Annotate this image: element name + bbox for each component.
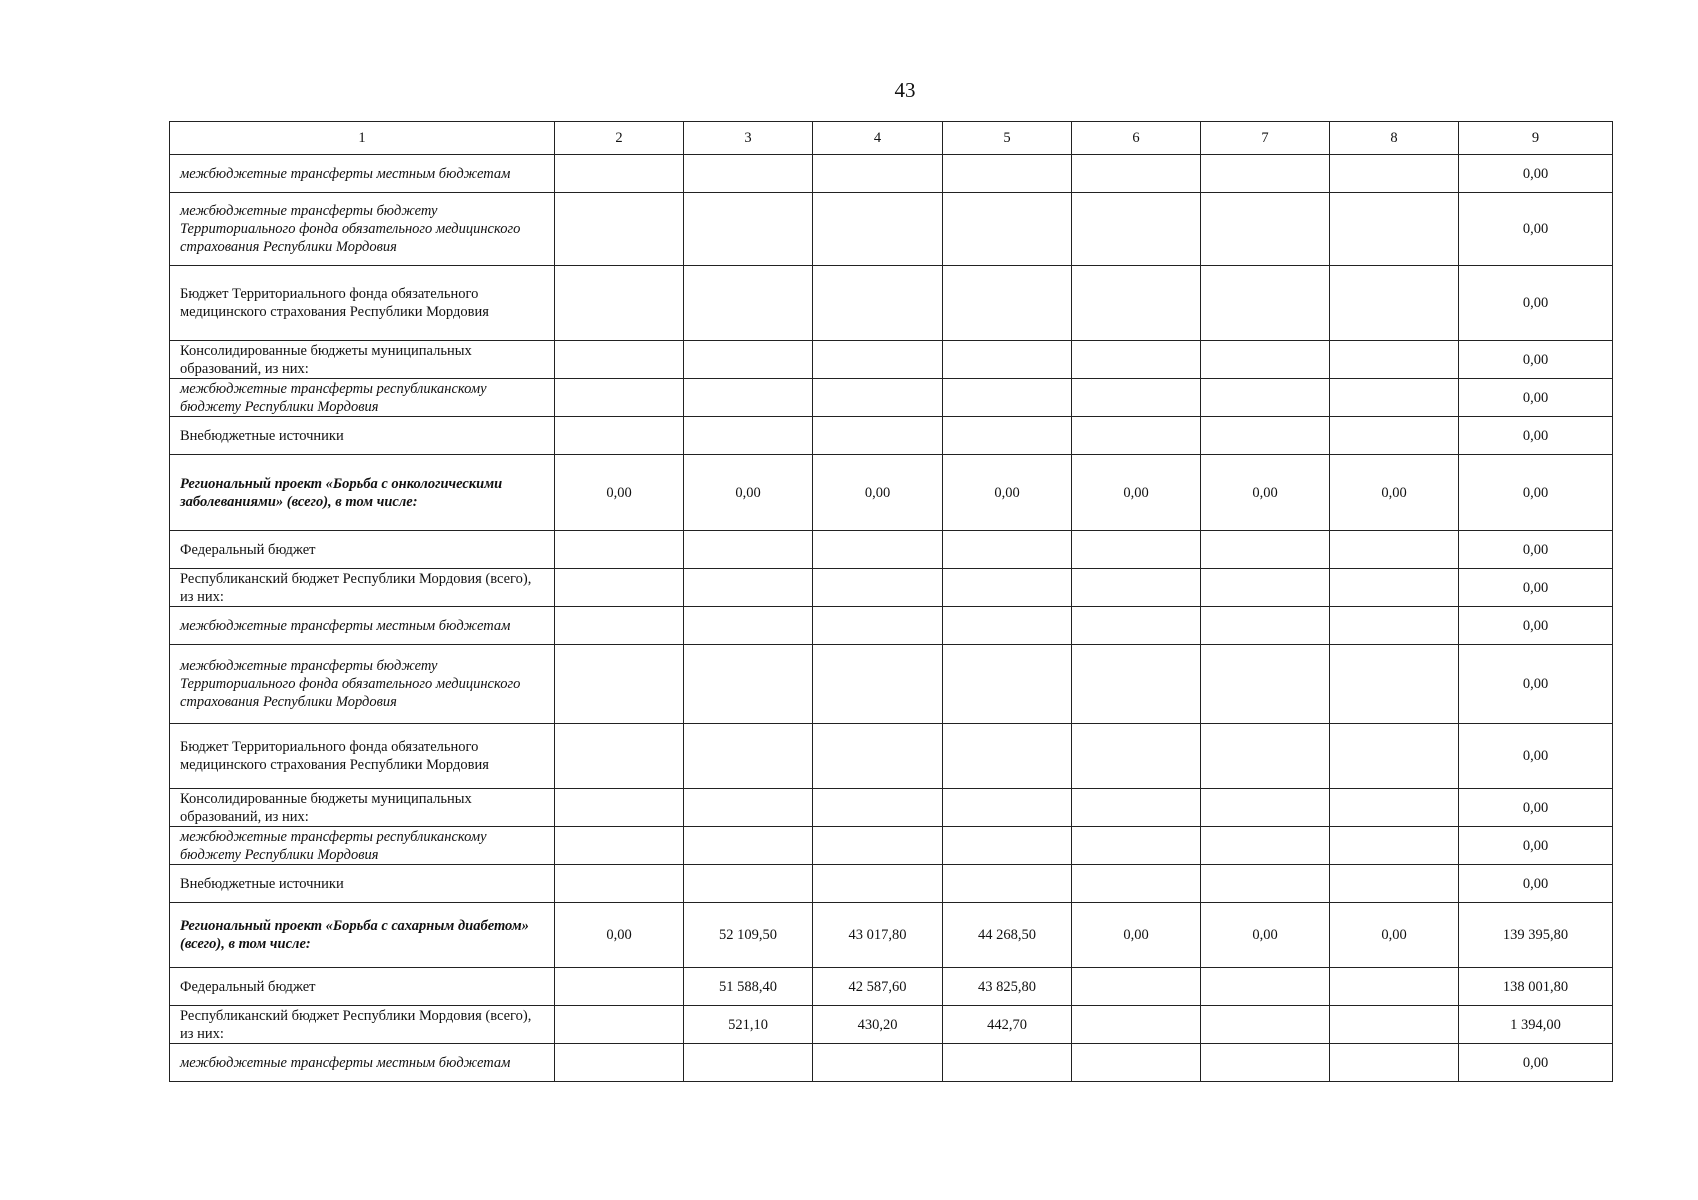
table-row <box>170 569 1613 607</box>
value-cell <box>813 569 943 607</box>
value-cell <box>1330 569 1459 607</box>
value-cell <box>684 865 813 903</box>
value-cell: 0,00 <box>555 903 684 968</box>
value-cell: 0,00 <box>1459 266 1613 341</box>
table-row <box>170 607 1613 645</box>
value-cell <box>1072 789 1201 827</box>
value-cell <box>684 724 813 789</box>
value-cell: 0,00 <box>1459 865 1613 903</box>
table-row <box>170 341 1613 379</box>
value-cell <box>943 417 1072 455</box>
table-row <box>170 266 1613 341</box>
value-cell <box>1201 865 1330 903</box>
row-label: Внебюджетные источники <box>170 417 555 455</box>
value-cell: 1 394,00 <box>1459 1006 1613 1044</box>
value-cell <box>555 379 684 417</box>
value-cell: 0,00 <box>1459 789 1613 827</box>
row-label: межбюджетные трансферты бюджету Территориального фонда обязательного медицинского страхования Республики Мордовия <box>170 645 555 724</box>
value-cell <box>1330 379 1459 417</box>
value-cell <box>684 155 813 193</box>
value-cell: 0,00 <box>1459 155 1613 193</box>
value-cell <box>813 865 943 903</box>
value-cell <box>943 827 1072 865</box>
value-cell: 139 395,80 <box>1459 903 1613 968</box>
value-cell <box>1072 569 1201 607</box>
value-cell: 0,00 <box>1330 455 1459 531</box>
value-cell <box>1201 155 1330 193</box>
value-cell <box>943 266 1072 341</box>
value-cell <box>1330 417 1459 455</box>
value-cell <box>1072 379 1201 417</box>
value-cell <box>1072 193 1201 266</box>
value-cell <box>555 266 684 341</box>
value-cell <box>813 724 943 789</box>
value-cell: 0,00 <box>1459 341 1613 379</box>
value-cell: 43 017,80 <box>813 903 943 968</box>
value-cell <box>1201 645 1330 724</box>
row-label: Внебюджетные источники <box>170 865 555 903</box>
value-cell: 0,00 <box>1072 455 1201 531</box>
column-header: 8 <box>1330 122 1459 155</box>
row-label: межбюджетные трансферты республиканскому бюджету Республики Мордовия <box>170 379 555 417</box>
table-row <box>170 417 1613 455</box>
value-cell <box>1330 1044 1459 1082</box>
value-cell <box>943 645 1072 724</box>
value-cell: 43 825,80 <box>943 968 1072 1006</box>
value-cell <box>1201 379 1330 417</box>
value-cell <box>813 827 943 865</box>
value-cell <box>1072 341 1201 379</box>
value-cell <box>1330 266 1459 341</box>
value-cell: 51 588,40 <box>684 968 813 1006</box>
value-cell <box>1201 341 1330 379</box>
value-cell <box>1330 341 1459 379</box>
value-cell <box>1201 724 1330 789</box>
value-cell <box>555 645 684 724</box>
column-header: 1 <box>170 122 555 155</box>
value-cell: 0,00 <box>684 455 813 531</box>
row-label: межбюджетные трансферты местным бюджетам <box>170 1044 555 1082</box>
value-cell <box>1330 865 1459 903</box>
value-cell: 0,00 <box>1330 903 1459 968</box>
value-cell <box>1072 155 1201 193</box>
value-cell <box>1072 1006 1201 1044</box>
row-label: Бюджет Территориального фонда обязательного медицинского страхования Республики Мордовия <box>170 724 555 789</box>
value-cell <box>1330 1006 1459 1044</box>
value-cell: 0,00 <box>1459 1044 1613 1082</box>
row-label: Республиканский бюджет Республики Мордовия (всего), из них: <box>170 1006 555 1044</box>
value-cell <box>555 417 684 455</box>
row-label: межбюджетные трансферты местным бюджетам <box>170 155 555 193</box>
value-cell: 0,00 <box>1459 379 1613 417</box>
column-header: 3 <box>684 122 813 155</box>
value-cell <box>1201 607 1330 645</box>
table-row <box>170 1006 1613 1044</box>
value-cell: 0,00 <box>1459 724 1613 789</box>
value-cell: 0,00 <box>1072 903 1201 968</box>
column-header: 4 <box>813 122 943 155</box>
value-cell <box>1072 968 1201 1006</box>
value-cell <box>1201 569 1330 607</box>
value-cell: 0,00 <box>1459 645 1613 724</box>
value-cell <box>1330 645 1459 724</box>
table-row <box>170 379 1613 417</box>
value-cell <box>943 1044 1072 1082</box>
value-cell <box>1072 1044 1201 1082</box>
value-cell <box>555 155 684 193</box>
value-cell <box>555 607 684 645</box>
value-cell <box>1330 193 1459 266</box>
table-row <box>170 531 1613 569</box>
value-cell <box>813 607 943 645</box>
value-cell <box>555 827 684 865</box>
column-header: 9 <box>1459 122 1613 155</box>
value-cell: 138 001,80 <box>1459 968 1613 1006</box>
value-cell <box>1201 1006 1330 1044</box>
value-cell <box>813 789 943 827</box>
value-cell: 44 268,50 <box>943 903 1072 968</box>
value-cell <box>1201 1044 1330 1082</box>
value-cell <box>555 531 684 569</box>
value-cell <box>813 266 943 341</box>
value-cell: 0,00 <box>1459 193 1613 266</box>
table-row <box>170 827 1613 865</box>
value-cell <box>943 155 1072 193</box>
value-cell: 0,00 <box>1459 607 1613 645</box>
value-cell <box>684 827 813 865</box>
value-cell <box>1072 607 1201 645</box>
value-cell: 430,20 <box>813 1006 943 1044</box>
row-label: Бюджет Территориального фонда обязательного медицинского страхования Республики Мордовия <box>170 266 555 341</box>
value-cell <box>813 341 943 379</box>
header-row <box>170 122 1613 155</box>
value-cell <box>555 193 684 266</box>
value-cell: 52 109,50 <box>684 903 813 968</box>
value-cell: 0,00 <box>555 455 684 531</box>
value-cell: 0,00 <box>1459 827 1613 865</box>
value-cell <box>1330 155 1459 193</box>
row-label: Региональный проект «Борьба с сахарным диабетом» (всего), в том числе: <box>170 903 555 968</box>
value-cell: 0,00 <box>1201 455 1330 531</box>
value-cell <box>555 724 684 789</box>
value-cell: 42 587,60 <box>813 968 943 1006</box>
value-cell <box>813 417 943 455</box>
value-cell <box>1330 531 1459 569</box>
value-cell <box>684 1044 813 1082</box>
value-cell <box>813 193 943 266</box>
value-cell <box>684 569 813 607</box>
value-cell: 0,00 <box>1201 903 1330 968</box>
value-cell <box>684 266 813 341</box>
value-cell <box>1330 789 1459 827</box>
row-label: межбюджетные трансферты республиканскому бюджету Республики Мордовия <box>170 827 555 865</box>
value-cell: 521,10 <box>684 1006 813 1044</box>
value-cell <box>943 789 1072 827</box>
value-cell <box>1072 417 1201 455</box>
table-row <box>170 789 1613 827</box>
value-cell <box>684 645 813 724</box>
row-label: Консолидированные бюджеты муниципальных образований, из них: <box>170 789 555 827</box>
column-header: 2 <box>555 122 684 155</box>
value-cell <box>943 865 1072 903</box>
value-cell <box>1330 724 1459 789</box>
table-row <box>170 1044 1613 1082</box>
value-cell <box>813 645 943 724</box>
value-cell <box>684 531 813 569</box>
value-cell <box>1201 827 1330 865</box>
row-label: Консолидированные бюджеты муниципальных образований, из них: <box>170 341 555 379</box>
value-cell: 442,70 <box>943 1006 1072 1044</box>
value-cell: 0,00 <box>1459 569 1613 607</box>
value-cell <box>684 607 813 645</box>
row-label: межбюджетные трансферты бюджету Территориального фонда обязательного медицинского страхования Республики Мордовия <box>170 193 555 266</box>
value-cell <box>1201 789 1330 827</box>
value-cell <box>555 1044 684 1082</box>
value-cell <box>555 341 684 379</box>
value-cell <box>1072 724 1201 789</box>
value-cell <box>943 569 1072 607</box>
column-header: 5 <box>943 122 1072 155</box>
page-number: 43 <box>894 78 916 102</box>
value-cell <box>1072 865 1201 903</box>
value-cell <box>1201 417 1330 455</box>
value-cell: 0,00 <box>1459 455 1613 531</box>
table-row <box>170 903 1613 968</box>
value-cell <box>813 155 943 193</box>
value-cell <box>813 531 943 569</box>
table-row <box>170 645 1613 724</box>
budget-table <box>169 121 1613 1082</box>
table-row <box>170 724 1613 789</box>
value-cell <box>1201 193 1330 266</box>
value-cell: 0,00 <box>813 455 943 531</box>
column-header: 6 <box>1072 122 1201 155</box>
value-cell: 0,00 <box>1459 531 1613 569</box>
value-cell <box>1330 827 1459 865</box>
value-cell <box>943 531 1072 569</box>
value-cell <box>684 379 813 417</box>
row-label: Федеральный бюджет <box>170 531 555 569</box>
value-cell <box>943 193 1072 266</box>
value-cell <box>1201 531 1330 569</box>
row-label: Республиканский бюджет Республики Мордовия (всего), из них: <box>170 569 555 607</box>
table-row <box>170 455 1613 531</box>
table-row <box>170 193 1613 266</box>
value-cell <box>943 724 1072 789</box>
value-cell <box>555 968 684 1006</box>
value-cell <box>943 379 1072 417</box>
row-label: Федеральный бюджет <box>170 968 555 1006</box>
value-cell <box>1072 531 1201 569</box>
row-label: Региональный проект «Борьба с онкологическими заболеваниями» (всего), в том числе: <box>170 455 555 531</box>
value-cell: 0,00 <box>943 455 1072 531</box>
value-cell <box>555 569 684 607</box>
value-cell <box>1072 645 1201 724</box>
table-row <box>170 155 1613 193</box>
table-row <box>170 968 1613 1006</box>
value-cell <box>555 1006 684 1044</box>
value-cell <box>1330 968 1459 1006</box>
value-cell <box>1330 607 1459 645</box>
value-cell <box>1201 968 1330 1006</box>
value-cell: 0,00 <box>1459 417 1613 455</box>
value-cell <box>813 379 943 417</box>
value-cell <box>1201 266 1330 341</box>
value-cell <box>1072 827 1201 865</box>
value-cell <box>684 417 813 455</box>
value-cell <box>943 607 1072 645</box>
value-cell <box>555 865 684 903</box>
value-cell <box>555 789 684 827</box>
value-cell <box>1072 266 1201 341</box>
value-cell <box>943 341 1072 379</box>
table-row <box>170 865 1613 903</box>
row-label: межбюджетные трансферты местным бюджетам <box>170 607 555 645</box>
value-cell <box>684 341 813 379</box>
value-cell <box>684 193 813 266</box>
value-cell <box>684 789 813 827</box>
column-header: 7 <box>1201 122 1330 155</box>
value-cell <box>813 1044 943 1082</box>
